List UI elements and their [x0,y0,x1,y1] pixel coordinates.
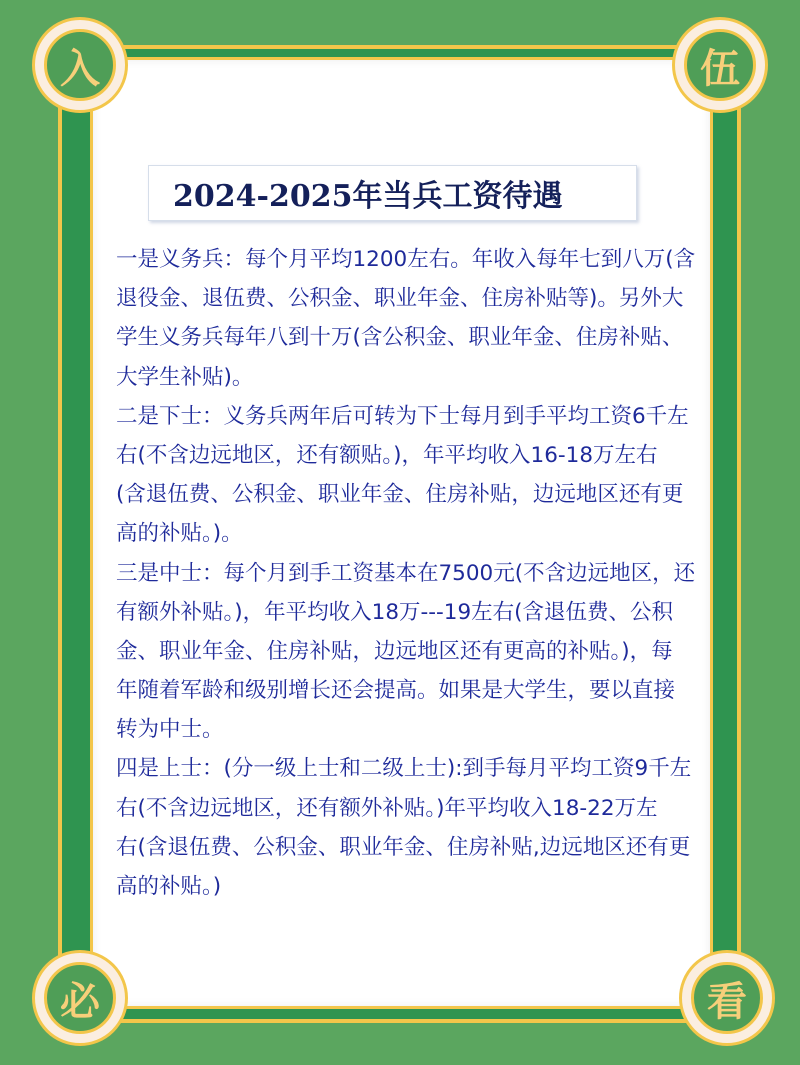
text-line: 退役金、退伍费、公积金、职业年金、住房补贴等)。另外大 [116,286,684,312]
text-line: 一是义务兵：每个月平均1200左右。年收入每年七到八万(含 [116,247,696,272]
text-line: 高的补贴。) [116,874,222,899]
corner-badge-top-left [32,17,128,113]
text-line: 四是上士：(分一级上士和二级上士):到手每月平均工资9千左 [116,756,692,782]
text-line: 大学生补贴)。 [116,364,254,390]
text-line: 右(不含边远地区，还有额外补贴。)年平均收入18-22万左 [116,795,658,821]
title-box [148,165,637,221]
text-line: 学生义务兵每年八到十万(含公积金、职业年金、住房补贴、 [116,325,684,351]
corner-badge-top-right [672,17,768,113]
corner-char: 伍 [684,29,756,101]
article-body [116,240,696,906]
text-line: 转为中士。 [116,717,224,743]
text-line: 年随着军龄和级别增长还会提高。如果是大学生，要以直接 [116,678,676,704]
paragraph [116,554,696,750]
corner-badge-bottom-left [32,950,128,1046]
paragraph [116,240,696,397]
corner-char: 看 [691,962,763,1034]
corner-char: 入 [44,29,116,101]
text-line: 有额外补贴。)，年平均收入18万---19左右(含退伍费、公积 [116,599,674,625]
paragraph [116,749,696,906]
corner-badge-bottom-right [679,950,775,1046]
paragraph [116,397,696,554]
text-line: 高的补贴。)。 [116,521,243,547]
text-line: 金、职业年金、住房补贴，边远地区还有更高的补贴。)，每 [116,638,673,664]
text-line: 右(不含边远地区，还有额贴。)，年平均收入16-18万左右 [116,442,658,468]
text-line: 右(含退伍费、公积金、职业年金、住房补贴,边远地区还有更 [116,834,691,860]
corner-char: 必 [44,962,116,1034]
text-line: 三是中士：每个月到手工资基本在7500元(不含边远地区，还 [116,560,696,586]
text-line: (含退伍费、公积金、职业年金、住房补贴，边远地区还有更 [116,482,684,508]
text-line: 二是下士：义务兵两年后可转为下士每月到手平均工资6千左 [116,403,689,429]
page-title: 2024-2025年当兵工资待遇 [173,179,563,214]
